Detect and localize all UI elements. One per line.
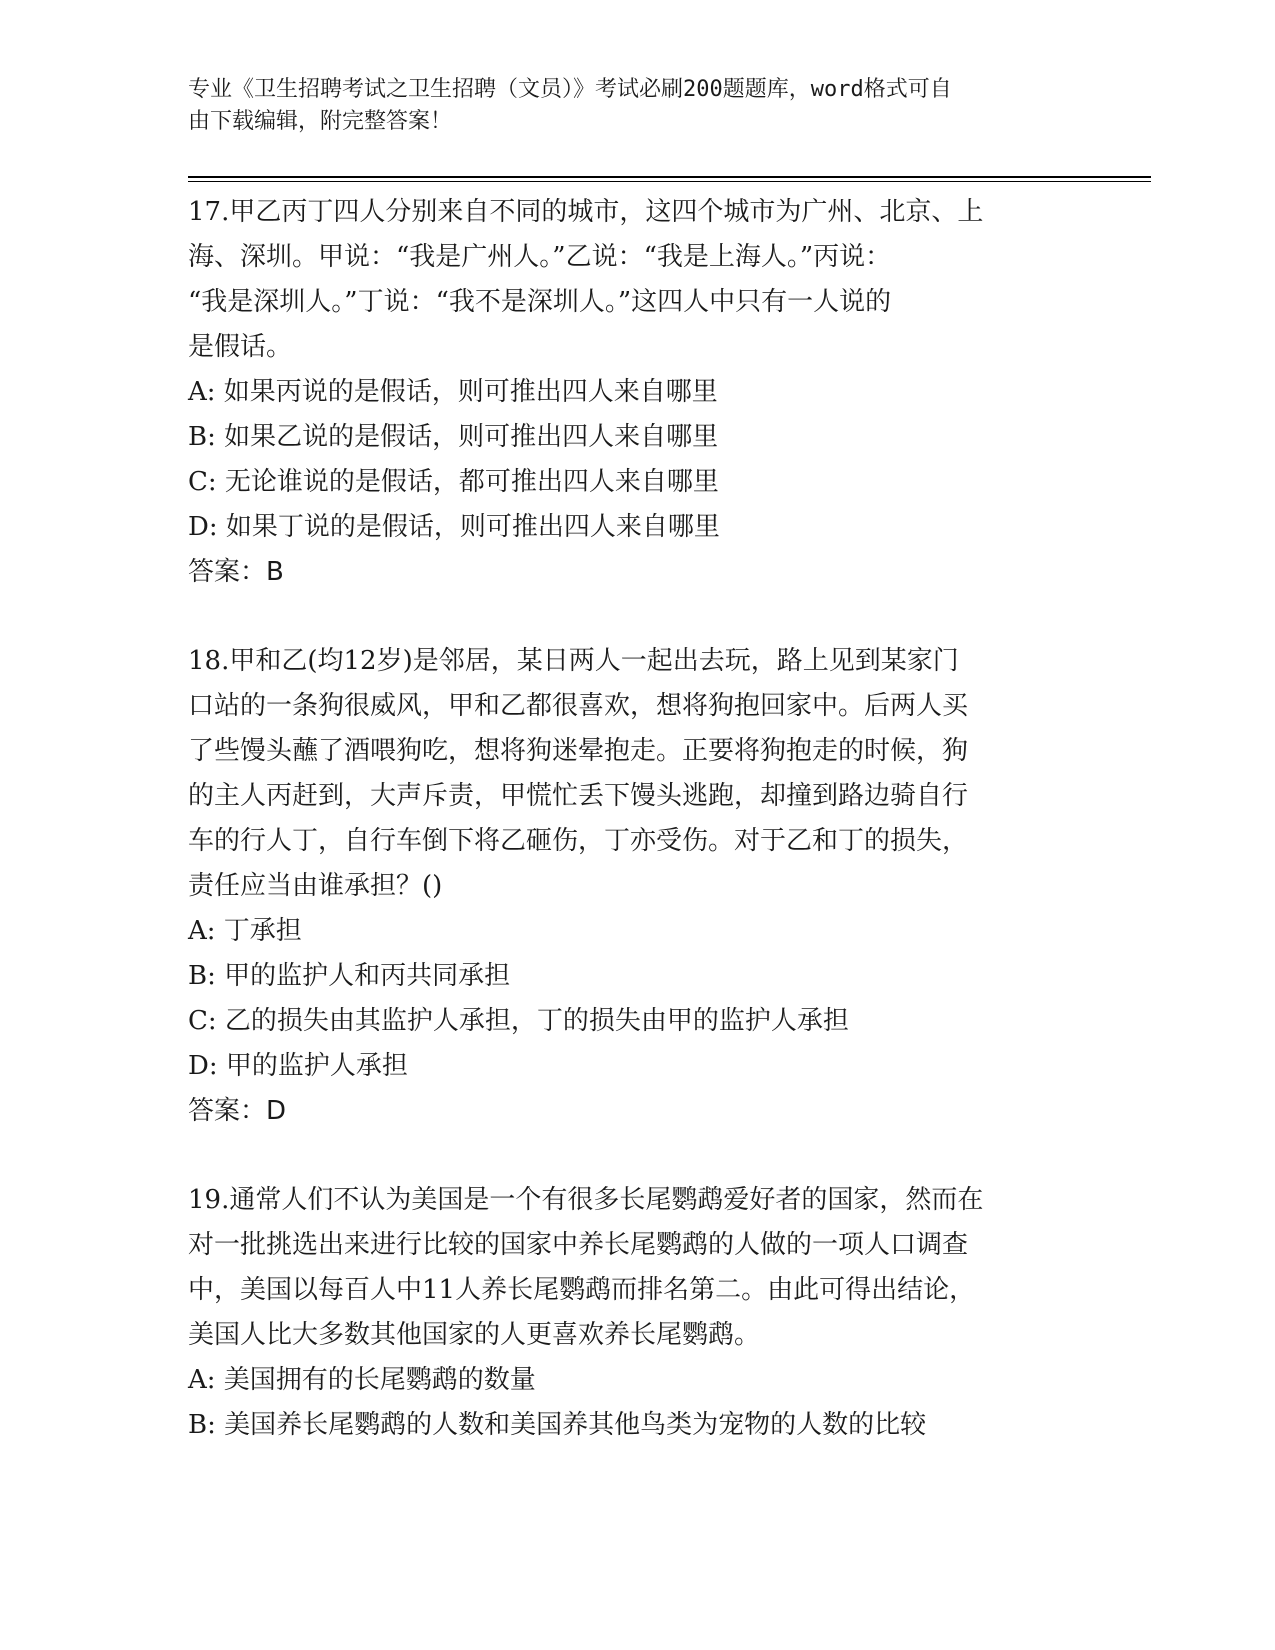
header-line-2: 由下载编辑，附完整答案！	[188, 109, 453, 134]
answer-label: 答案：B	[188, 557, 284, 587]
header-divider-thin	[188, 181, 1151, 182]
option-a: A: 丁承担	[188, 916, 302, 946]
question-stem-line: 了些馒头蘸了酒喂狗吃，想将狗迷晕抱走。正要将狗抱走的时候，狗	[188, 736, 969, 766]
question-stem-line: 车的行人丁，自行车倒下将乙砸伤，丁亦受伤。对于乙和丁的损失，	[188, 826, 969, 856]
option-c: C: 乙的损失由其监护人承担，丁的损失由甲的监护人承担	[188, 1006, 849, 1036]
header-line-1: 专业《卫生招聘考试之卫生招聘（文员）》考试必刷200题题库，word格式可自	[188, 77, 952, 102]
question-18	[188, 639, 1088, 1134]
question-stem-line: 是假话。	[188, 332, 293, 362]
question-stem-line: 美国人比大多数其他国家的人更喜欢养长尾鹦鹉。	[188, 1320, 761, 1350]
question-stem-line: 口站的一条狗很威风，甲和乙都很喜欢，想将狗抱回家中。后两人买	[188, 691, 969, 721]
option-a: A: 如果丙说的是假话，则可推出四人来自哪里	[188, 377, 718, 407]
question-stem-line: 的主人丙赶到，大声斥责，甲慌忙丢下馒头逃跑，却撞到路边骑自行	[188, 781, 969, 811]
option-b: B: 美国养长尾鹦鹉的人数和美国养其他鸟类为宠物的人数的比较	[188, 1410, 927, 1440]
option-b: B: 甲的监护人和丙共同承担	[188, 961, 511, 991]
header-divider-thick	[188, 176, 1151, 178]
question-stem-line: 海、深圳。甲说：“我是广州人。”乙说：“我是上海人。”丙说：	[188, 242, 892, 272]
question-17	[188, 190, 1088, 595]
question-stem-line: 18.甲和乙(均12岁)是邻居，某日两人一起出去玩，路上见到某家门	[188, 646, 959, 676]
question-stem-line: 19.通常人们不认为美国是一个有很多长尾鹦鹉爱好者的国家，然而在	[188, 1185, 984, 1215]
option-d: D: 甲的监护人承担	[188, 1051, 408, 1081]
question-list	[188, 190, 1088, 1448]
option-a: A: 美国拥有的长尾鹦鹉的数量	[188, 1365, 536, 1395]
question-stem-line: 对一批挑选出来进行比较的国家中养长尾鹦鹉的人做的一项人口调查	[188, 1230, 969, 1260]
question-stem-line: 中，美国以每百人中11人养长尾鹦鹉而排名第二。由此可得出结论，	[188, 1275, 976, 1305]
option-c: C: 无论谁说的是假话，都可推出四人来自哪里	[188, 467, 719, 497]
question-19	[188, 1178, 1088, 1448]
option-b: B: 如果乙说的是假话，则可推出四人来自哪里	[188, 422, 719, 452]
question-stem-line: 17.甲乙丙丁四人分别来自不同的城市，这四个城市为广州、北京、上	[188, 197, 984, 227]
answer-label: 答案：D	[188, 1096, 287, 1126]
option-d: D: 如果丁说的是假话，则可推出四人来自哪里	[188, 512, 720, 542]
document-header	[188, 74, 1088, 138]
question-stem-line: 责任应当由谁承担？()	[188, 871, 443, 901]
question-stem-line: “我是深圳人。”丁说：“我不是深圳人。”这四人中只有一人说的	[188, 287, 892, 317]
